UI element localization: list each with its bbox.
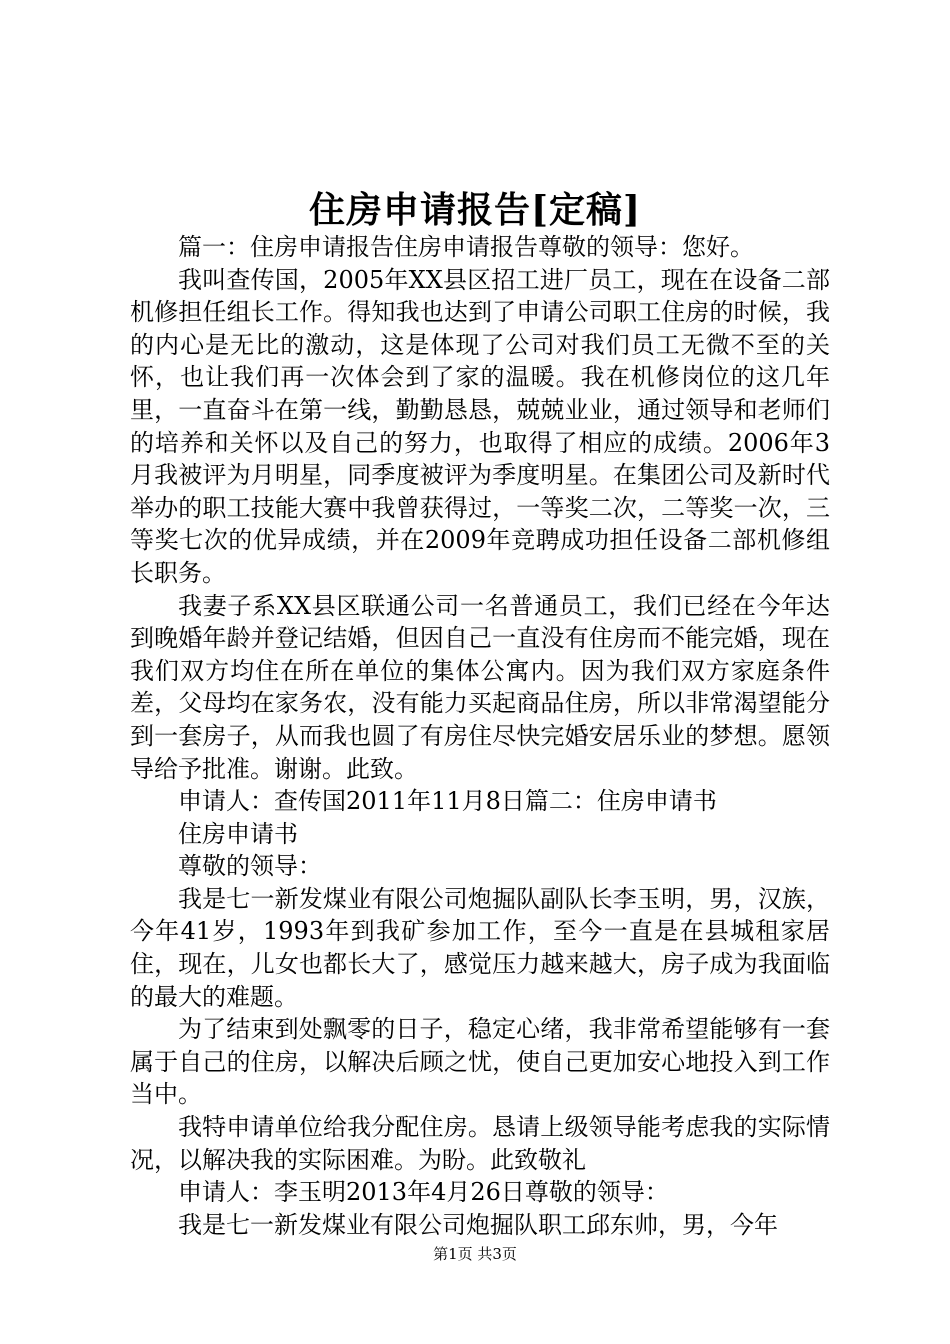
paragraph-signature-2: 申请人：李玉明2013年4月26日尊敬的领导： (178, 1178, 669, 1207)
paragraph-heading-2: 住房申请书 (178, 819, 298, 848)
document-body (130, 231, 830, 1241)
paragraph-continuation: 我是七一新发煤业有限公司炮掘队职工邱东帅，男，今年 (178, 1210, 778, 1239)
paragraph-salutation: 尊敬的领导： (178, 852, 322, 881)
paragraph-family: 我妻子系XX县区联通公司一名普通员工，我们已经在今年达到晚婚年龄并登记结婚，但因自己一直没有住房而不能完婚，现在我们双方均住在所在单位的集体公寓内。因为我们双方家庭条件差，父母均在家务农，没有能力买起商品住房，所以非常渴望能分到一套房子，从而我也圆了有房住尽快完婚安居乐业的梦想。愿领导给予批准。谢谢。此致。 (130, 591, 830, 783)
paragraph-wish: 为了结束到处飘零的日子，稳定心绪，我非常希望能够有一套属于自己的住房，以解决后顾之忧，使自己更加安心地投入到工作当中。 (130, 1015, 830, 1109)
paragraph-applicant-info: 我是七一新发煤业有限公司炮掘队副队长李玉明，男，汉族，今年41岁，1993年到我矿参加工作，至今一直是在县城租家居住，现在，儿女也都长大了，感觉压力越来越大，房子成为我面临的最大的难题。 (130, 884, 830, 1011)
paragraph-request: 我特申请单位给我分配住房。恳请上级领导能考虑我的实际情况，以解决我的实际困难。为盼。此致敬礼 (130, 1113, 830, 1174)
document-title: 住房申请报告[定稿] (308, 189, 642, 231)
paragraph-background: 我叫查传国，2005年XX县区招工进厂员工，现在在设备二部机修担任组长工作。得知我也达到了申请公司职工住房的时候，我的内心是无比的激动，这是体现了公司对我们员工无微不至的关怀，也让我们再一次体会到了家的温暖。我在机修岗位的这几年里，一直奋斗在第一线，勤勤恳恳，兢兢业业，通过领导和老师们的培养和关怀以及自己的努力，也取得了相应的成绩。2006年3月我被评为月明星，同季度被评为季度明星。在集团公司及新时代举办的职工技能大赛中我曾获得过，一等奖二次，二等奖一次，三等奖七次的优异成绩，并在2009年竞聘成功担任设备二部机修组长职务。 (130, 265, 830, 587)
paragraph-intro: 篇一：住房申请报告住房申请报告尊敬的领导：您好。 (178, 233, 754, 261)
paragraph-signature-1: 申请人：查传国2011年11月8日篇二：住房申请书 (178, 787, 717, 816)
page-number-footer: 第1页 共3页 (433, 1245, 517, 1263)
